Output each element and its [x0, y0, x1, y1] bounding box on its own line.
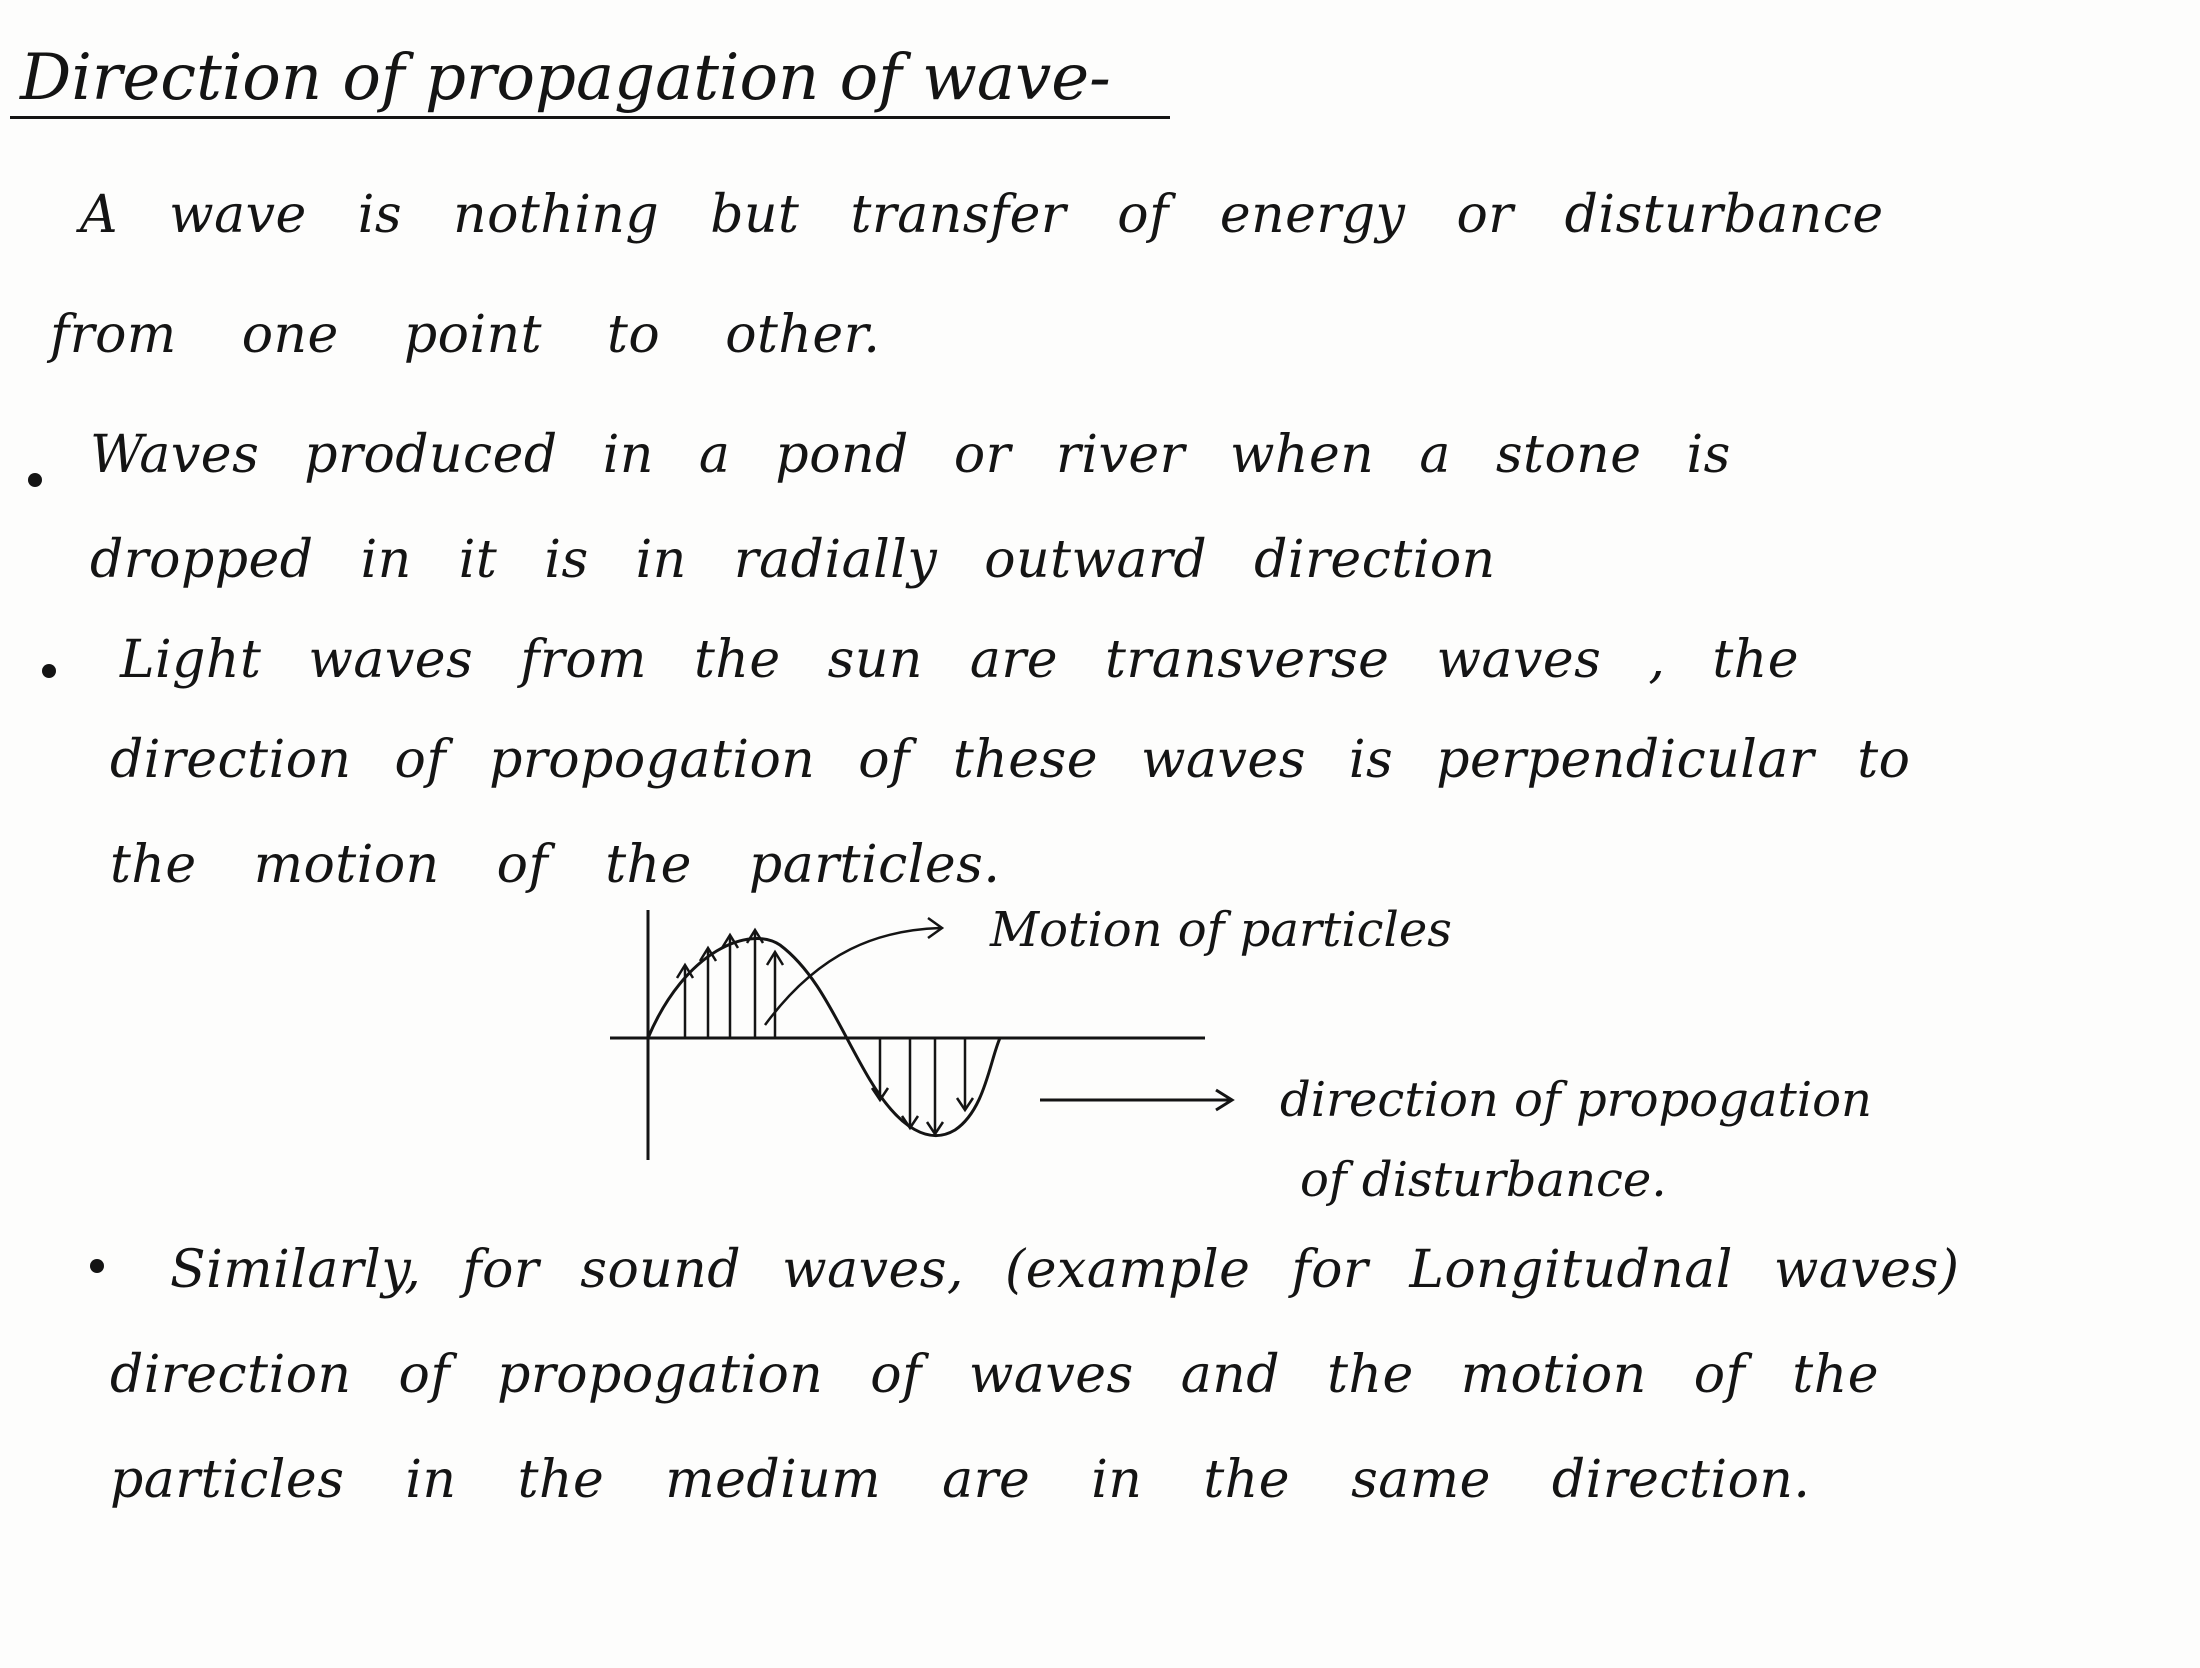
- bullet-1-line-1: Waves produced in a pond or river when a stone is: [90, 425, 1731, 485]
- intro-line-2: from one point to other.: [50, 305, 881, 365]
- bullet-dot-2: [42, 664, 56, 678]
- bullet-3-line-3: particles in the medium are in the same direction.: [110, 1450, 1811, 1510]
- bullet-1-line-2: dropped in it is in radially outward direction: [90, 530, 1496, 590]
- bullet-2-line-3: the motion of the particles.: [110, 835, 1001, 895]
- bullet-dot-3: [90, 1259, 104, 1273]
- title-underline: [10, 116, 1170, 119]
- bullet-3-line-1: Similarly, for sound waves, (example for Longitudnal waves): [170, 1240, 1960, 1300]
- particle-arrows-down: [872, 1038, 973, 1134]
- motion-callout-arrow: [765, 928, 940, 1025]
- propagation-label-line-2: of disturbance.: [1300, 1152, 1667, 1208]
- motion-of-particles-label: Motion of particles: [990, 902, 1452, 958]
- bullet-3-line-2: direction of propogation of waves and the motion of the: [110, 1345, 1879, 1405]
- page-title: Direction of propagation of wave-: [20, 41, 1111, 115]
- bullet-2-line-2: direction of propogation of these waves is perpendicular to: [110, 730, 1911, 790]
- intro-line-1: A wave is nothing but transfer of energy or disturbance: [80, 185, 1884, 245]
- bullet-dot-1: [28, 473, 42, 487]
- propagation-label-line-1: direction of propogation: [1280, 1072, 1872, 1128]
- bullet-2-line-1: Light waves from the sun are transverse waves , the: [120, 630, 1800, 690]
